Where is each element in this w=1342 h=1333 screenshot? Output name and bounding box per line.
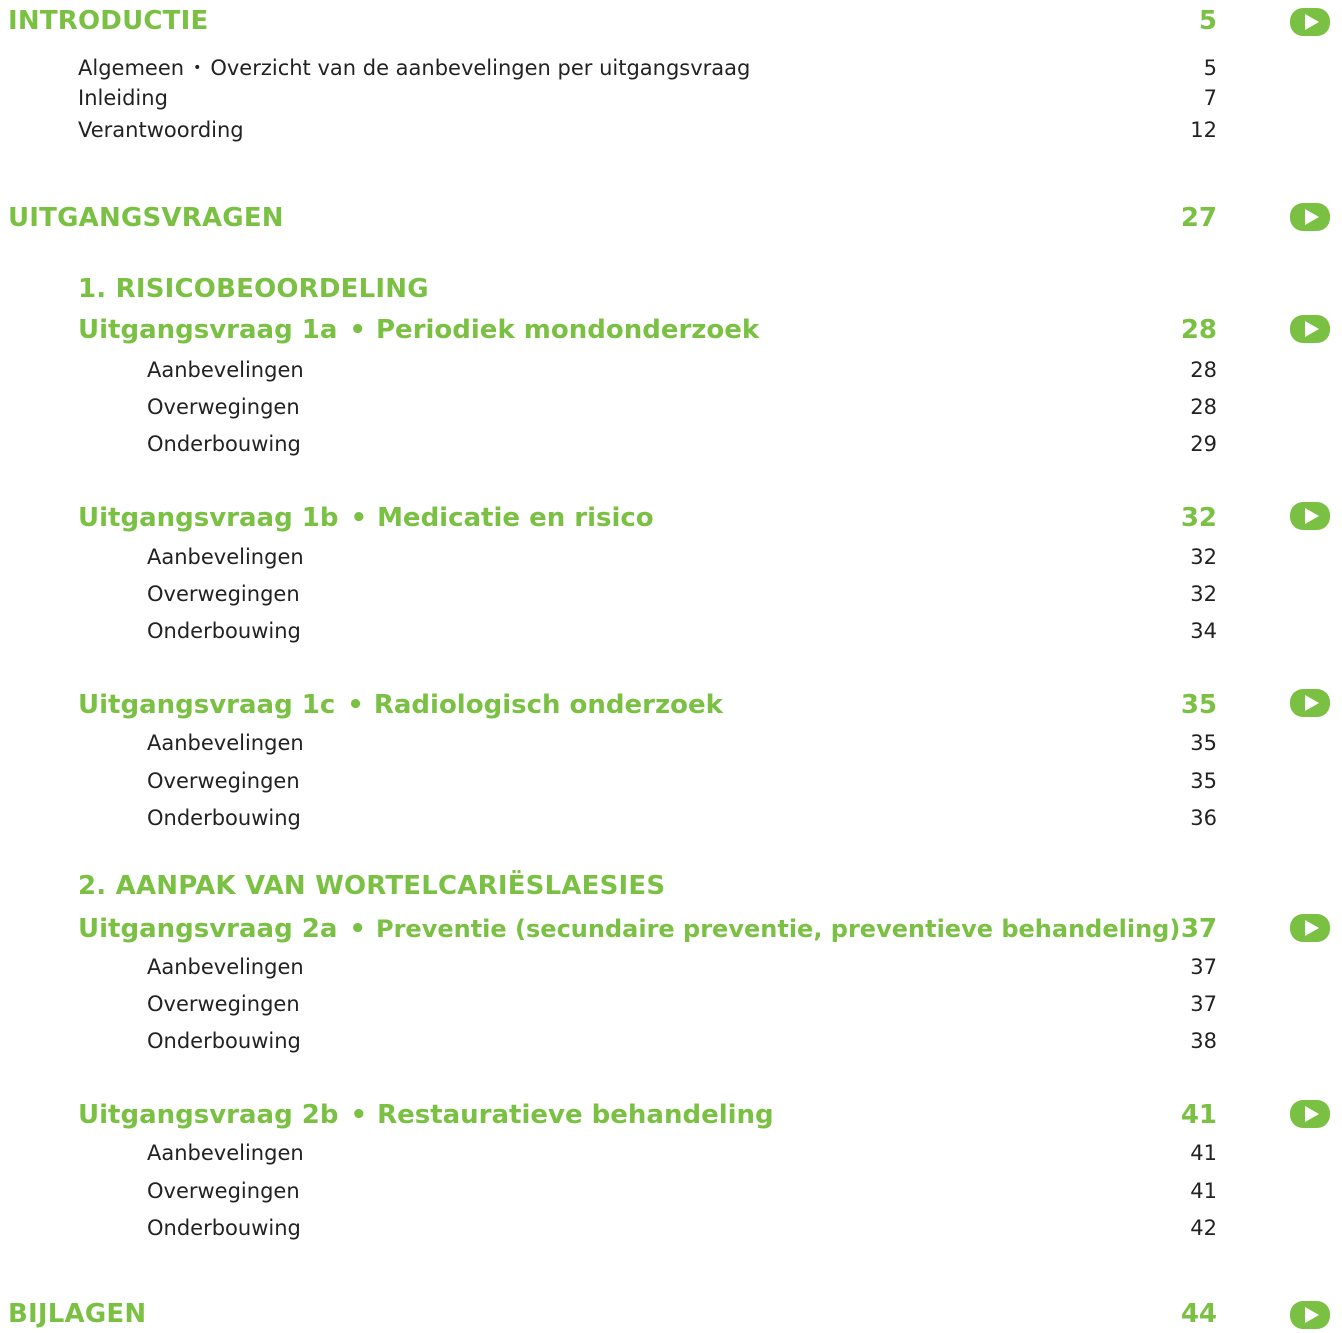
section-title-uitgangsvragen[interactable]: UITGANGSVRAGEN: [8, 203, 284, 233]
toc-entry-aanbevelingen[interactable]: Aanbevelingen: [147, 545, 304, 569]
toc-entry-overwegingen[interactable]: Overwegingen: [147, 582, 300, 606]
entry-page[interactable]: 41: [1190, 1141, 1217, 1165]
toc-entry-overwegingen[interactable]: Overwegingen: [147, 395, 300, 419]
toc-entry-inleiding[interactable]: Inleiding: [78, 86, 168, 110]
entry-page[interactable]: 12: [1190, 118, 1217, 142]
question-label: Uitgangsvraag 1b: [78, 503, 339, 533]
entry-page[interactable]: 35: [1190, 769, 1217, 793]
toc-entry-onderbouwing[interactable]: Onderbouwing: [147, 1216, 301, 1240]
part-title-risicobeoordeling: 1. RISICOBEOORDELING: [78, 274, 429, 304]
question-label: Uitgangsvraag 1c: [78, 690, 336, 720]
question-label: Uitgangsvraag 1a: [78, 315, 338, 345]
question-page[interactable]: 35: [1180, 690, 1217, 720]
bullet-separator: •: [347, 690, 364, 720]
entry-page[interactable]: 36: [1190, 806, 1217, 830]
toc-entry-overwegingen[interactable]: Overwegingen: [147, 1179, 300, 1203]
play-icon[interactable]: [1290, 502, 1330, 530]
question-heading-2a[interactable]: [78, 916, 1180, 942]
entry-page[interactable]: 32: [1190, 582, 1217, 606]
toc-entry-aanbevelingen[interactable]: Aanbevelingen: [147, 955, 304, 979]
section-page-bijlagen[interactable]: 44: [1180, 1299, 1217, 1329]
toc-entry-onderbouwing[interactable]: Onderbouwing: [147, 619, 301, 643]
bullet-separator: •: [349, 914, 366, 944]
play-icon[interactable]: [1290, 315, 1330, 343]
play-icon[interactable]: [1290, 689, 1330, 717]
entry-page[interactable]: 32: [1190, 545, 1217, 569]
toc-entry-onderbouwing[interactable]: Onderbouwing: [147, 806, 301, 830]
play-icon[interactable]: [1290, 914, 1330, 942]
question-label: Uitgangsvraag 2a: [78, 914, 338, 944]
entry-page[interactable]: 5: [1203, 56, 1217, 80]
toc-entry-onderbouwing[interactable]: Onderbouwing: [147, 432, 301, 456]
entry-page[interactable]: 37: [1190, 992, 1217, 1016]
play-icon[interactable]: [1290, 8, 1330, 36]
toc-entry-aanbevelingen[interactable]: Aanbevelingen: [147, 358, 304, 382]
entry-page[interactable]: 38: [1190, 1029, 1217, 1053]
section-page-introductie[interactable]: 5: [1198, 6, 1217, 36]
toc-entry-overwegingen[interactable]: Overwegingen: [147, 992, 300, 1016]
play-icon[interactable]: [1290, 1301, 1330, 1329]
bullet-separator: •: [350, 503, 368, 533]
bullet-separator: •: [193, 60, 202, 76]
question-page[interactable]: 28: [1180, 315, 1217, 345]
play-icon[interactable]: [1290, 203, 1330, 231]
question-topic: Periodiek mondonderzoek: [376, 315, 760, 345]
question-topic: Restauratieve behandeling: [377, 1100, 774, 1130]
question-topic: Radiologisch onderzoek: [373, 690, 723, 720]
entry-page[interactable]: 35: [1190, 731, 1217, 755]
section-page-uitgangsvragen[interactable]: 27: [1180, 203, 1217, 233]
question-heading-1b[interactable]: [78, 505, 654, 531]
toc-entry-verantwoording[interactable]: Verantwoording: [78, 118, 244, 142]
entry-page[interactable]: 7: [1203, 86, 1217, 110]
entry-page[interactable]: 42: [1190, 1216, 1217, 1240]
entry-page[interactable]: 34: [1190, 619, 1217, 643]
entry-page[interactable]: 28: [1190, 358, 1217, 382]
play-icon[interactable]: [1290, 1100, 1330, 1128]
bullet-separator: •: [349, 315, 366, 345]
question-topic: Preventie (secundaire preventie, preventieve behandeling): [376, 915, 1181, 943]
toc-entry-aanbevelingen[interactable]: Aanbevelingen: [147, 731, 304, 755]
toc-entry-onderbouwing[interactable]: Onderbouwing: [147, 1029, 301, 1053]
part-title-aanpak: 2. AANPAK VAN WORTELCARIËSLAESIES: [78, 871, 666, 901]
entry-label: Algemeen: [78, 56, 185, 80]
question-topic: Medicatie en risico: [377, 503, 654, 533]
question-label: Uitgangsvraag 2b: [78, 1100, 339, 1130]
toc-entry-overwegingen[interactable]: Overwegingen: [147, 769, 300, 793]
entry-page[interactable]: 28: [1190, 395, 1217, 419]
question-page[interactable]: 32: [1180, 503, 1217, 533]
question-page[interactable]: 41: [1180, 1100, 1217, 1130]
toc-entry-algemeen[interactable]: [78, 58, 750, 79]
question-heading-2b[interactable]: [78, 1102, 774, 1128]
entry-page[interactable]: 29: [1190, 432, 1217, 456]
question-heading-1c[interactable]: [78, 692, 723, 718]
bullet-separator: •: [350, 1100, 368, 1130]
question-heading-1a[interactable]: [78, 317, 759, 343]
toc-entry-aanbevelingen[interactable]: Aanbevelingen: [147, 1141, 304, 1165]
entry-page[interactable]: 37: [1190, 955, 1217, 979]
entry-label-sub: Overzicht van de aanbevelingen per uitgangsvraag: [210, 56, 751, 80]
question-page[interactable]: 37: [1180, 914, 1217, 944]
section-title-bijlagen[interactable]: BIJLAGEN: [8, 1299, 147, 1329]
entry-page[interactable]: 41: [1190, 1179, 1217, 1203]
section-title-introductie[interactable]: INTRODUCTIE: [8, 6, 209, 36]
